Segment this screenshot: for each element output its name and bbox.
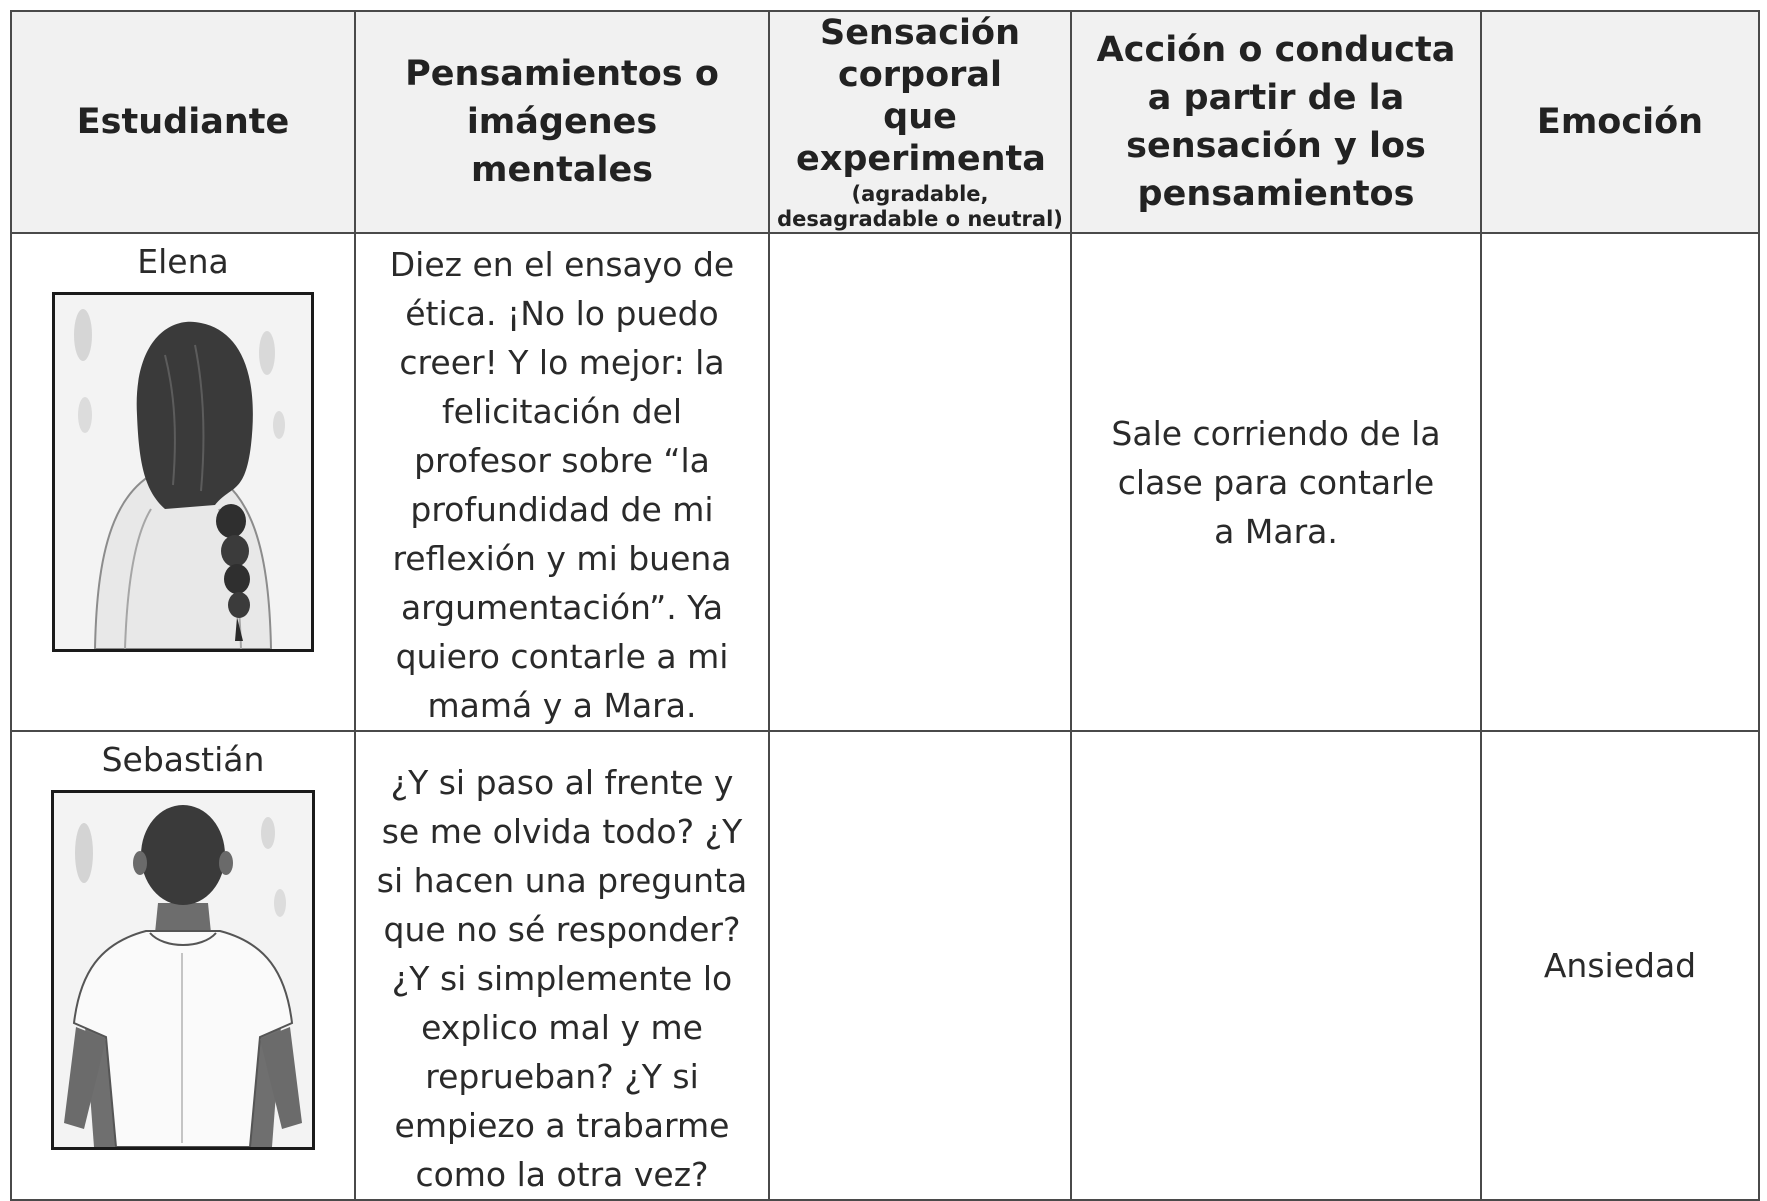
- action-cell: [1071, 731, 1481, 1200]
- emotions-table: [10, 10, 1760, 1201]
- header-sensation-title: Sensación corporal que experimenta: [796, 13, 1046, 179]
- action-text: Sale corriendo de la clase para contarle a Mara.: [1111, 413, 1441, 551]
- sensation-cell: [769, 233, 1071, 731]
- emotion-cell: Ansiedad: [1481, 731, 1759, 1200]
- student-cell: [11, 731, 355, 1200]
- sensation-cell: [769, 731, 1071, 1200]
- header-thoughts: Pensamientos o imágenes mentales: [355, 11, 769, 233]
- student-cell: [11, 233, 355, 731]
- table-row: [11, 731, 1759, 1200]
- header-student: Estudiante: [11, 11, 355, 233]
- header-row: [11, 11, 1759, 233]
- action-cell: [1071, 233, 1481, 731]
- thoughts-cell: [355, 233, 769, 731]
- table-row: [11, 233, 1759, 731]
- student-name: Elena: [137, 242, 229, 281]
- student-name: Sebastián: [101, 740, 265, 779]
- header-sensation-note: (agradable, desagradable o neutral): [777, 182, 1063, 231]
- header-action: Acción o conducta a partir de la sensación y los pensamientos: [1071, 11, 1481, 233]
- emotion-cell: [1481, 233, 1759, 731]
- header-sensation: [769, 11, 1071, 233]
- header-emotion: Emoción: [1481, 11, 1759, 233]
- boy-illustration: [51, 790, 315, 1150]
- thoughts-cell: [355, 731, 769, 1200]
- thoughts-text: Diez en el ensayo de ética. ¡No lo puedo creer! Y lo mejor: la felicitación del profesor sobre “la profundidad de mi reflexión y mi buena argumentación”. Ya quiero contarle a mi mamá y a Mara.: [389, 245, 735, 725]
- thoughts-text: ¿Y si paso al frente y se me olvida todo? ¿Y si hacen una pregunta que no sé responder? ¿Y si simplemente lo explico mal y me reprueban? ¿Y si empiezo a trabarme como la otra vez?: [376, 763, 748, 1194]
- girl-with-braid-illustration: [52, 292, 314, 652]
